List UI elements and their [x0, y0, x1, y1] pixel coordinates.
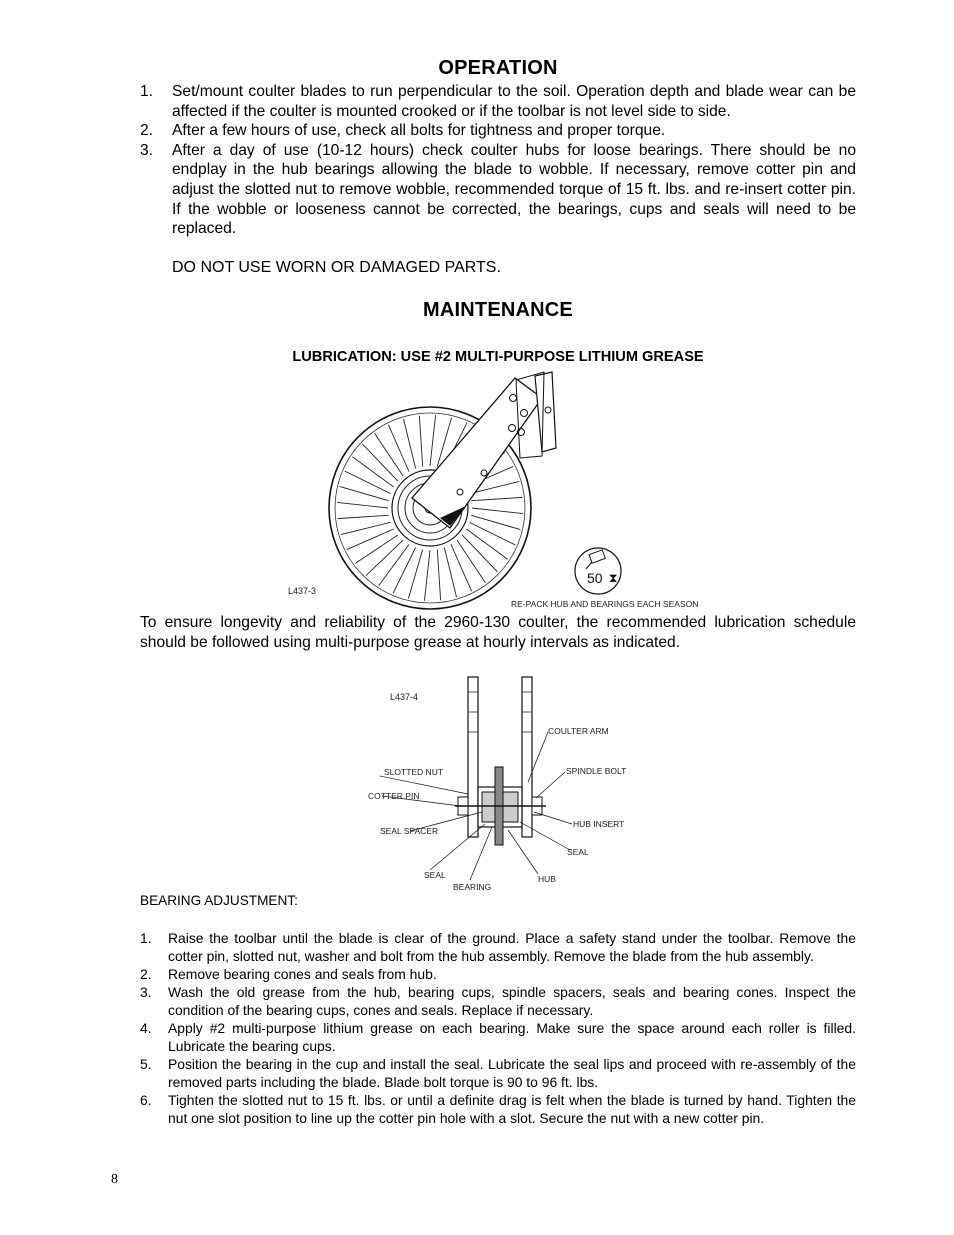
list-item: 1. Raise the toolbar until the blade is clear of the ground. Place a safety stand under the toolbar. Remove the cotter pin, slotted nut, washer and bolt from the hub assembly. Remove the blade from the hub assembly. [140, 930, 856, 964]
label-cotter-pin: COTTER PIN [368, 791, 420, 801]
figure1-note: RE-PACK HUB AND BEARINGS EACH SEASON [511, 599, 699, 609]
lubrication-paragraph: To ensure longevity and reliability of the 2960-130 coulter, the recommended lubrication schedule should be followed using multi-purpose grease at hourly intervals as indicated. [140, 614, 856, 651]
list-item: 6. Tighten the slotted nut to 15 ft. lbs. or until a definite drag is felt when the blade is turned by hand. Tighten the nut one slot position to line up the cotter pin hole with a slot. Secure the nut with a new cotter pin. [140, 1092, 856, 1126]
label-bearing: BEARING [453, 882, 492, 892]
operation-title: OPERATION [438, 57, 558, 79]
list-item: 3. Wash the old grease from the hub, bearing cups, spindle spacers, seals and bearing cones. Inspect the condition of the bearing cups, cones and seals. Replace if necessary. [140, 984, 856, 1018]
operation-list [140, 82, 856, 239]
label-seal-spacer: SEAL SPACER [380, 826, 439, 836]
list-item: 5. Position the bearing in the cup and install the seal. Lubricate the seal lips and proceed with re-assembly of the removed parts including the blade. Blade bolt torque is 90 to 96 ft. lbs. [140, 1056, 856, 1090]
bearing-steps-list [140, 929, 856, 1127]
coulter-wheel-figure [280, 368, 730, 613]
hourglass-icon: ⧗ [609, 571, 618, 585]
label-hub: HUB [538, 874, 556, 884]
maintenance-title: MAINTENANCE [423, 299, 573, 321]
label-slotted-nut: SLOTTED NUT [384, 767, 444, 777]
list-item: 4. Apply #2 multi-purpose lithium grease on each bearing. Make sure the space around each roller is filled. Lubricate the bearing cups. [140, 1020, 856, 1054]
figure1-code: L437-3 [288, 586, 317, 596]
label-hub-insert: HUB INSERT [573, 819, 625, 829]
lubrication-heading: LUBRICATION: USE #2 MULTI-PURPOSE LITHIUM GREASE [292, 349, 704, 365]
grease-interval: 50 [587, 570, 603, 586]
figure2-code: L437-4 [390, 692, 419, 702]
list-item: 2. Remove bearing cones and seals from hub. [140, 966, 437, 982]
label-seal-right: SEAL [567, 847, 589, 857]
list-item: 2. After a few hours of use, check all bolts for tightness and proper torque. [140, 122, 666, 140]
label-spindle-bolt: SPINDLE BOLT [566, 766, 627, 776]
list-item: 1. Set/mount coulter blades to run perpendicular to the soil. Operation depth and blade wear can be affected if the coulter is mounted crooked or if the toolbar is not level side to side. [140, 83, 856, 120]
hub-assembly-figure [360, 672, 640, 894]
warning-text: DO NOT USE WORN OR DAMAGED PARTS. [172, 259, 501, 276]
label-seal-left: SEAL [424, 870, 446, 880]
list-item: 3. After a day of use (10-12 hours) check coulter hubs for loose bearings. There should be no endplay in the hub bearings allowing the blade to wobble. If necessary, remove cotter pin and adjust the slotted nut to remove wobble, recommended torque of 15 ft. lbs. and re-insert cotter pin. If the wobble or looseness cannot be corrected, the bearings, cups and seals will need to be replaced. [140, 141, 856, 238]
page-number: 8 [111, 1172, 118, 1187]
label-coulter-arm: COULTER ARM [548, 726, 609, 736]
bearing-adjustment-heading: BEARING ADJUSTMENT: [140, 893, 298, 908]
